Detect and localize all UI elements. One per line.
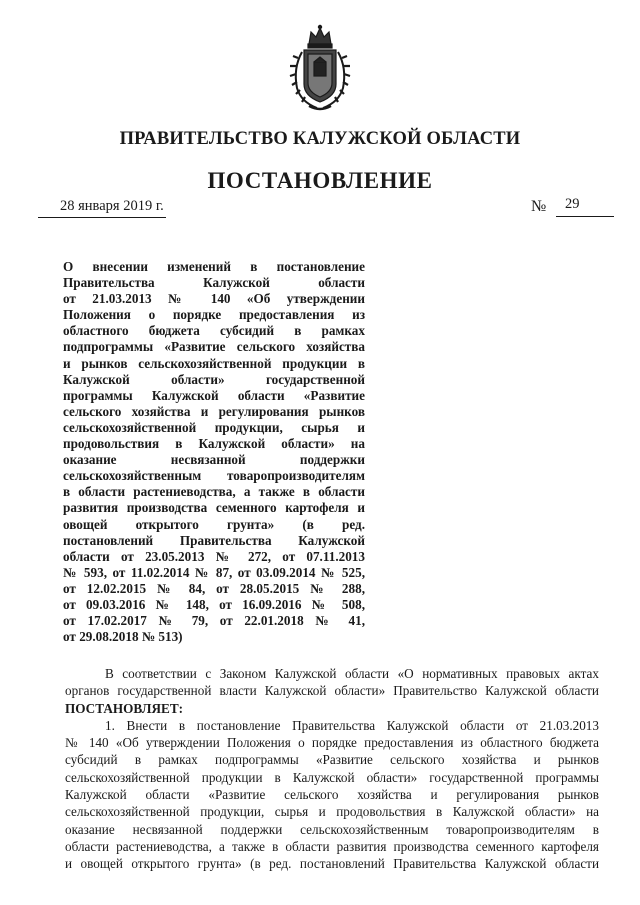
document-date: 28 января 2019 г. xyxy=(60,198,164,214)
item-line: субсидий в рамках подпрограммы «Развитие сельского хозяйства и рынков xyxy=(65,752,599,768)
document-type-title: ПОСТАНОВЛЕНИЕ xyxy=(207,168,433,193)
document-number-label: № xyxy=(531,198,547,215)
item-line: области растениеводства, а также в области развития производства семенного картофеля xyxy=(65,838,599,854)
subject-line: сельскохозяйственным товаропроизводителям xyxy=(63,468,365,484)
item-line: № 140 «Об утверждении Положения о порядке предоставления из областного бюджета xyxy=(65,735,599,751)
subject-line: и рынков сельскохозяйственной продукции в xyxy=(63,355,365,371)
subject-line: в области растениеводства, а также в области xyxy=(63,484,365,500)
subject-line: Правительства Калужской области xyxy=(63,275,365,291)
item-line: Калужской области «Развитие сельского хозяйства и регулирования рынков xyxy=(65,787,599,803)
subject-line: от 12.02.2015 № 84, от 28.05.2015 № 288, xyxy=(63,580,365,596)
subject-line: овощей открытого грунта» (в ред. xyxy=(63,516,365,532)
subject-line: подпрограммы «Развитие сельского хозяйства xyxy=(63,339,365,355)
item-line: оказание несвязанной поддержки сельскохозяйственным товаропроизводителям в xyxy=(65,821,599,837)
preamble-line: органов государственной власти Калужской области» Правительство Калужской области xyxy=(65,683,599,699)
subject-line: от 21.03.2013 № 140 «Об утверждении xyxy=(63,291,365,307)
subject-line: О внесении изменений в постановление xyxy=(63,259,365,274)
document-body xyxy=(65,665,599,873)
subject-line: № 593, от 11.02.2014 № 87, от 03.09.2014 № 525, xyxy=(63,564,365,580)
document-number-field xyxy=(556,197,614,217)
coat-of-arms-emblem xyxy=(287,24,353,114)
preamble-line: В соответствии с Законом Калужской области «О нормативных правовых актах xyxy=(105,666,599,681)
document-date-field xyxy=(38,197,166,218)
subject-line: оказание несвязанной поддержки xyxy=(63,452,365,468)
item-line: сельскохозяйственной продукции, сырья и продовольствия в Калужской области» на xyxy=(65,804,599,820)
subject-line: от 17.02.2017 № 79, от 22.01.2018 № 41, xyxy=(63,613,365,629)
subject-line: программы Калужской области «Развитие xyxy=(63,387,365,403)
item-line: и овощей открытого грунта» (в ред. постановлений Правительства Калужской области xyxy=(65,856,599,872)
government-title: ПРАВИТЕЛЬСТВО КАЛУЖСКОЙ ОБЛАСТИ xyxy=(119,129,521,149)
subject-line: Положения о порядке предоставления из xyxy=(63,307,365,323)
subject-line: постановлений Правительства Калужской xyxy=(63,532,365,548)
subject-line: развития производства семенного картофеля и xyxy=(63,500,365,516)
subject-line: продовольствия в Калужской области» на xyxy=(63,436,365,452)
subject-line: областного бюджета субсидий в рамках xyxy=(63,323,365,339)
item-line: сельскохозяйственной продукции в Калужской области» государственной программы xyxy=(65,769,599,785)
subject-line: сельскохозяйственной продукции, сырья и xyxy=(63,419,365,435)
subject-line: от 09.03.2016 № 148, от 16.09.2016 № 508, xyxy=(63,596,365,612)
subject-line: сельского хозяйства и регулирования рынков xyxy=(63,403,365,419)
subject-line: Калужской области» государственной xyxy=(63,371,365,387)
document-subject xyxy=(63,259,365,645)
resolves-heading: ПОСТАНОВЛЯЕТ: xyxy=(65,700,184,716)
subject-line: от 29.08.2018 № 513) xyxy=(63,629,183,645)
subject-line: области от 23.05.2013 № 272, от 07.11.2013 xyxy=(63,548,365,564)
document-number: 29 xyxy=(565,196,580,212)
item-line: 1. Внести в постановление Правительства Калужской области от 21.03.2013 xyxy=(105,717,599,733)
